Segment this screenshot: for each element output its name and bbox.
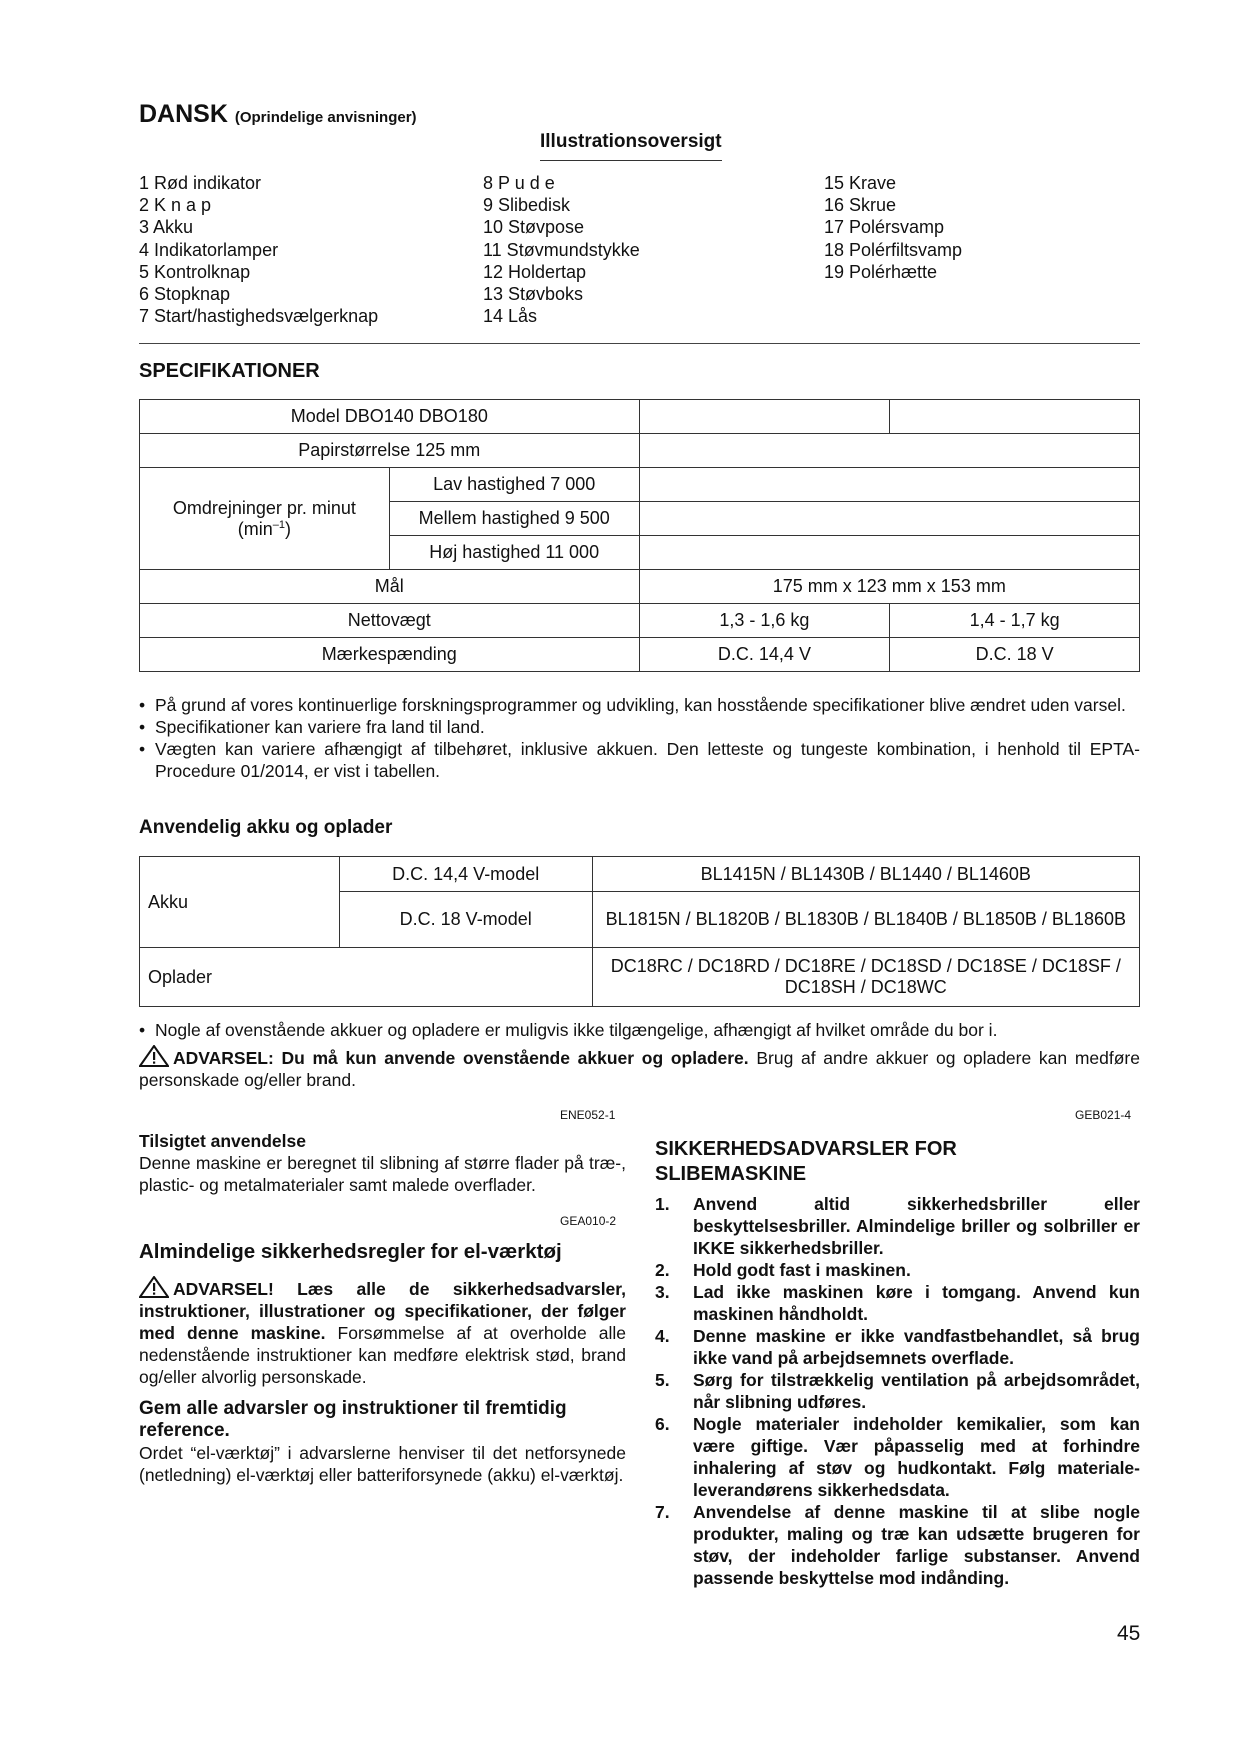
general-safety-title: Almindelige sikkerhedsregler for el-værktøj xyxy=(139,1240,562,1263)
warning-icon xyxy=(139,1276,169,1298)
dimension-label: Mål xyxy=(140,570,640,604)
akku-label: Akku xyxy=(140,857,340,948)
model-cell: Model DBO140 DBO180 xyxy=(140,400,640,434)
legend-item: 14 Lås xyxy=(483,306,538,327)
legend-col-3 xyxy=(824,172,962,283)
legend-item: 10 Støvpose xyxy=(483,217,585,238)
safety-item: 5. Sørg for tilstrækkelig ventilation på arbejdsområdet, når slibning udføres. xyxy=(655,1370,1140,1412)
legend-item: 8 P u d e xyxy=(483,173,555,193)
warning-icon xyxy=(139,1045,169,1067)
safety-item: 6. Nogle materialer indeholder kemikalier, som kan være giftige. Vær påpasselig med at forhindre inhalering af støv og hudkontakt. Følg materiale-leverandørens sikkerhedsdata. xyxy=(655,1414,1140,1500)
divider xyxy=(139,343,1140,344)
batteries-144: BL1415N / BL1430B / BL1440 / BL1460B xyxy=(592,857,1139,892)
rpm-low-cell: Lav hastighed 7 000 xyxy=(389,468,639,502)
spec-note: • Specifikationer kan variere fra land til land. xyxy=(139,716,1140,738)
grinder-safety-list xyxy=(655,1193,1140,1589)
spec-note: • Vægten kan variere afhængigt af tilbehøret, inklusive akkuen. Den letteste og tungeste kombination, i henhold til EPTA-Procedure 01/2014, er vist i tabellen. xyxy=(139,738,1140,782)
specs-heading: SPECIFIKATIONER xyxy=(139,360,320,382)
language-title: DANSK xyxy=(139,100,228,128)
batteries-18: BL1815N / BL1820B / BL1830B / BL1840B / BL1850B / BL1860B xyxy=(592,892,1139,948)
voltage-label: Mærkespænding xyxy=(140,638,640,672)
legend-item: 2 K n a p xyxy=(139,195,212,216)
legend-item: 9 Slibedisk xyxy=(483,195,571,216)
safety-item: 4. Denne maskine er ikke vandfastbehandlet, så brug ikke vand på arbejdsemnets overflade. xyxy=(655,1326,1140,1368)
legend-col-2 xyxy=(483,172,640,327)
subtitle: (Oprindelige anvisninger) xyxy=(234,109,417,126)
model-144: D.C. 14,4 V-model xyxy=(339,857,592,892)
safety-item: 2. Hold godt fast i maskinen. xyxy=(655,1260,911,1280)
rpm-label-cell: Omdrejninger pr. minut $(\min^{-1})$ xyxy=(140,468,390,570)
spec-note: • På grund af vores kontinuerlige forskningsprogrammer og udvikling, kan hosstående specifikationer blive ændret uden varsel. xyxy=(139,694,1140,716)
grinder-safety-title: SIKKERHEDSADVARSLER FOR SLIBEMASKINE xyxy=(655,1138,957,1185)
battery-heading: Anvendelig akku og oplader xyxy=(139,817,393,838)
voltage-140: D.C. 14,4 V xyxy=(639,638,890,672)
weight-label: Nettovægt xyxy=(140,604,640,638)
charger-label: Oplader xyxy=(140,948,593,1007)
legend-item: 17 Polérsvamp xyxy=(824,217,945,238)
illustration-heading: Illustrationsoversigt xyxy=(540,131,722,161)
paper-size-cell: Papirstørrelse 125 mm xyxy=(140,434,640,468)
legend-item: 19 Polérhætte xyxy=(824,261,938,282)
code-gea: GEA010-2 xyxy=(560,1214,617,1228)
legend-item: 16 Skrue xyxy=(824,195,897,216)
legend-item: 15 Krave xyxy=(824,173,897,193)
page-number: 45 xyxy=(1117,1622,1141,1645)
battery-warning: ADVARSEL: Du må kun anvende ovenstående akkuer og opladere. Brug af andre akkuer og opladere kan medføre personskade og/eller brand. xyxy=(139,1045,1140,1091)
intended-title: Tilsigtet anvendelse xyxy=(139,1131,306,1151)
legend-col-1 xyxy=(139,172,378,327)
battery-table xyxy=(139,856,1140,1007)
weight-140: 1,3 - 1,6 kg xyxy=(639,604,890,638)
safety-item: 7. Anvendelse af denne maskine til at slibe nogle produkter, maling og træ kan udsætte brugeren for støv, der indeholder farlige substanser. Anvend passende beskyttelse mod indånding. xyxy=(655,1502,1140,1588)
general-warning: ADVARSEL! Læs alle de sikkerhedsadvarsler, instruktioner, illustrationer og specifikationer, der følger med denne maskine. Forsømmelse af at overholde alle nedenstående instruktioner kan medføre elektrisk stød, brand og/eller alvorlig personskade. xyxy=(139,1276,626,1388)
legend-item: 13 Støvboks xyxy=(483,284,584,305)
intended-use xyxy=(139,1130,626,1196)
page-title xyxy=(139,100,417,129)
legend-item: 12 Holdertap xyxy=(483,261,587,282)
battery-note: • Nogle af ovenstående akkuer og opladere er muligvis ikke tilgængelige, afhængigt af hvilket område du bor i. xyxy=(139,1019,1140,1041)
intended-text: Denne maskine er beregnet til slibning af større flader på træ-, plastic- og metalmaterialer samt malede overflader. xyxy=(139,1153,626,1195)
dimension-value: 175 mm x 123 mm x 153 mm xyxy=(639,570,1139,604)
code-ene: ENE052-1 xyxy=(560,1108,616,1122)
safety-item: 1. Anvend altid sikkerhedsbriller eller beskyttelsesbriller. Almindelige briller og solbriller er IKKE sikkerhedsbriller. xyxy=(655,1194,1140,1258)
legend-item: 5 Kontrolknap xyxy=(139,261,251,282)
legend-item: 18 Polérfiltsvamp xyxy=(824,239,963,260)
specs-table xyxy=(139,399,1140,672)
legend-item: 4 Indikatorlamper xyxy=(139,239,279,260)
legend-item: 1 Rød indikator xyxy=(139,173,262,193)
model-18: D.C. 18 V-model xyxy=(339,892,592,948)
legend-item: 7 Start/hastighedsvælgerknap xyxy=(139,306,379,327)
keep-title: Gem alle advarsler og instruktioner til fremtidig reference. xyxy=(139,1398,567,1441)
legend-item: 6 Stopknap xyxy=(139,284,231,305)
chargers: DC18RC / DC18RD / DC18RE / DC18SD / DC18SE / DC18SF / DC18SH / DC18WC xyxy=(592,948,1139,1007)
legend-item: 11 Støvmundstykke xyxy=(483,239,640,260)
legend-item: 3 Akku xyxy=(139,217,194,238)
rpm-high-cell: Høj hastighed 11 000 xyxy=(389,536,639,570)
code-geb: GEB021-4 xyxy=(1075,1108,1132,1122)
voltage-180: D.C. 18 V xyxy=(890,638,1140,672)
weight-180: 1,4 - 1,7 kg xyxy=(890,604,1140,638)
safety-item: 3. Lad ikke maskinen køre i tomgang. Anvend kun maskinen håndholdt. xyxy=(655,1282,1140,1324)
spec-notes xyxy=(139,694,1140,782)
rpm-mid-cell: Mellem hastighed 9 500 xyxy=(389,502,639,536)
keep-text: Ordet “el-værktøj” i advarslerne henviser til det netforsynede (netledning) el-værktøj eller batteriforsynede (akku) el-værktøj. xyxy=(139,1443,626,1485)
